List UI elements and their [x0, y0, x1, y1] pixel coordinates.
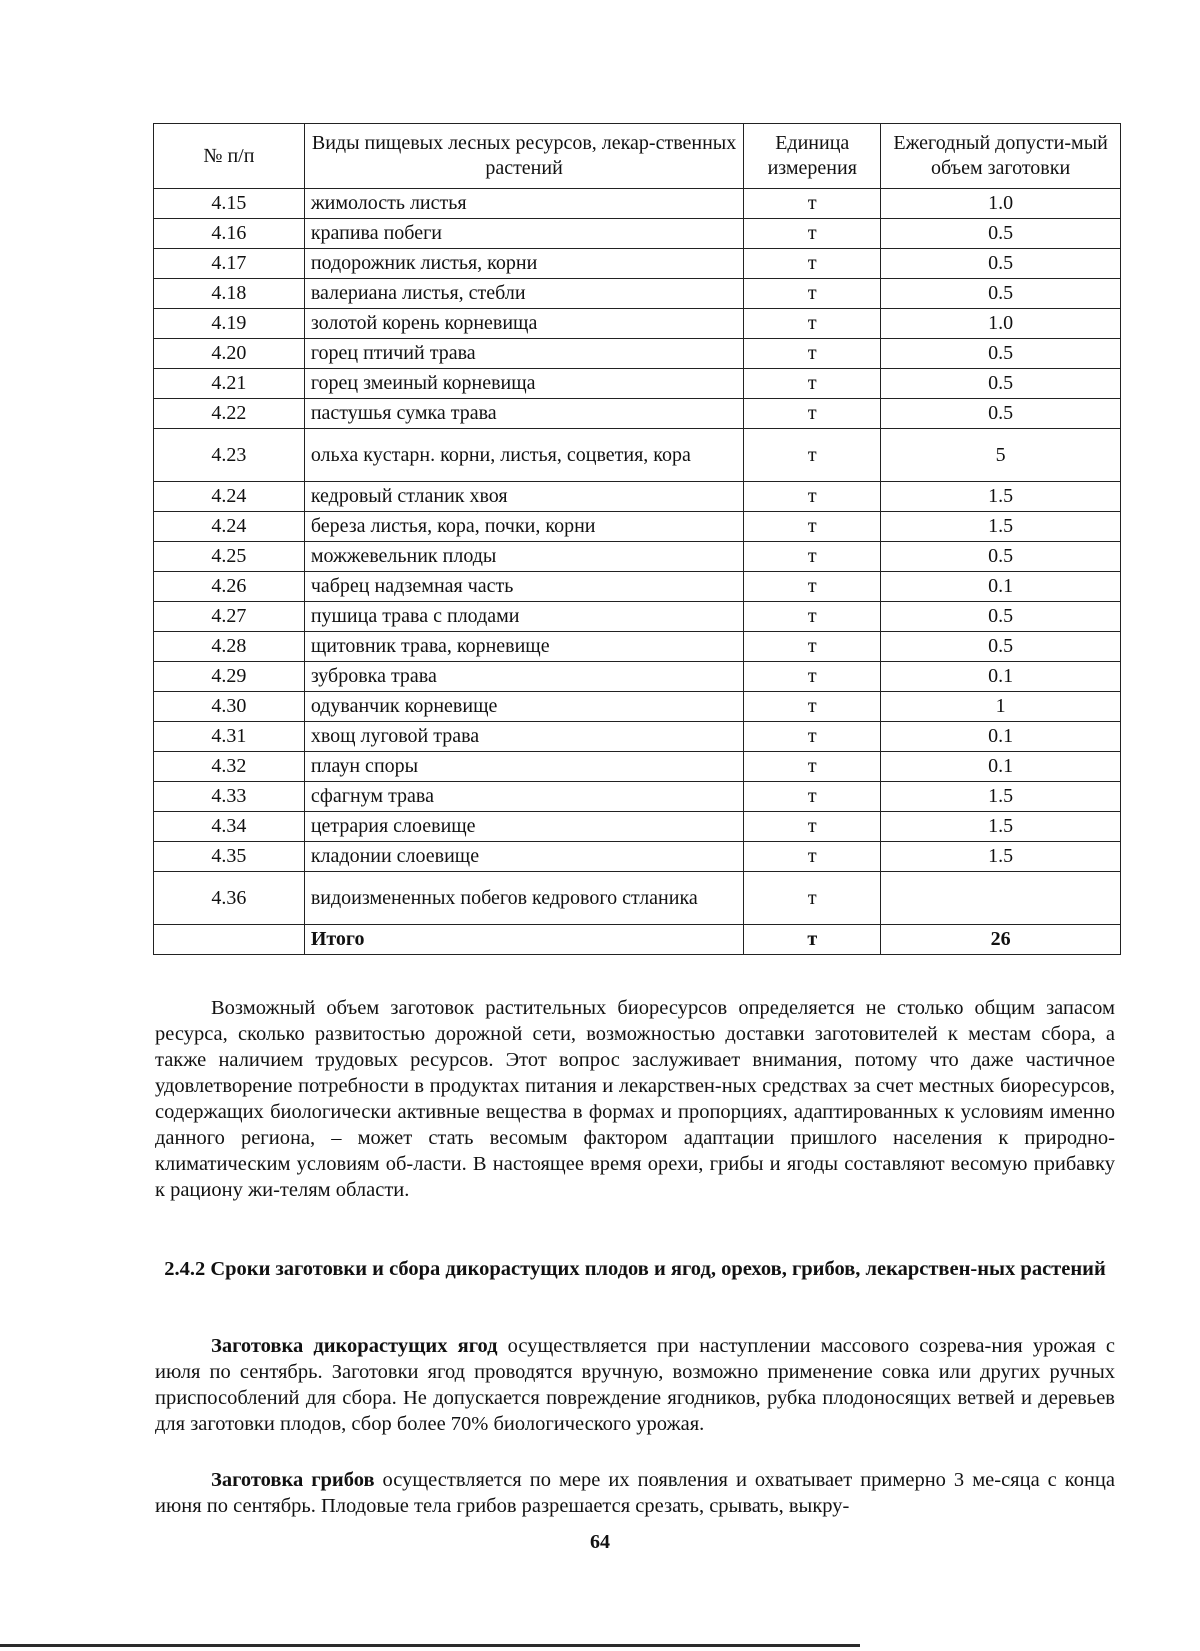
table-row: [154, 219, 1121, 249]
row-unit: т: [744, 842, 881, 872]
page-number: 64: [590, 1531, 610, 1553]
row-num: 4.20: [154, 339, 305, 369]
row-num: 4.36: [154, 872, 305, 925]
row-num: 4.32: [154, 752, 305, 782]
row-num: 4.30: [154, 692, 305, 722]
row-volume: 1.5: [881, 512, 1121, 542]
paragraph-harvest-volume: Возможный объем заготовок растительных биоресурсов определяется не столько общим запасом ресурса, сколько развитостью дорожной сети, возможностью доставки заготовителей к местам сбора, а также наличием трудовых ресурсов. Этот вопрос заслуживает внимания, потому что даже частичное удовлетворение потребности в продуктах питания и лекарствен-ных средствах за счет местных биоресурсов, содержащих биологически активные вещества в формах и пропорциях, адаптированных к условиям именно данного региона, – может стать весомым фактором адаптации пришлого населения к природно-климатическим условиям об-ласти. В настоящее время орехи, грибы и ягоды составляют весомую прибавку к рациону жи-телям области.: [155, 997, 1115, 1201]
row-unit: т: [744, 572, 881, 602]
row-unit: т: [744, 752, 881, 782]
row-volume: 0.5: [881, 279, 1121, 309]
paragraph-mushrooms: [155, 1467, 1115, 1519]
row-volume: 0.1: [881, 722, 1121, 752]
row-volume: 0.5: [881, 632, 1121, 662]
row-unit: т: [744, 309, 881, 339]
table-row: [154, 399, 1121, 429]
table-row: [154, 812, 1121, 842]
row-unit: т: [744, 189, 881, 219]
row-unit: т: [744, 369, 881, 399]
row-volume: 0.5: [881, 369, 1121, 399]
row-unit: т: [744, 782, 881, 812]
row-volume: 0.1: [881, 662, 1121, 692]
row-name: одуванчик корневище: [304, 692, 743, 722]
row-name: пастушья сумка трава: [304, 399, 743, 429]
row-unit: т: [744, 249, 881, 279]
row-num: 4.26: [154, 572, 305, 602]
row-volume: 0.5: [881, 249, 1121, 279]
row-volume: 1.5: [881, 482, 1121, 512]
table-row: [154, 482, 1121, 512]
row-unit: т: [744, 662, 881, 692]
row-num: 4.28: [154, 632, 305, 662]
paragraph-berries-lead: Заготовка дикорастущих ягод: [211, 1335, 498, 1357]
row-num: 4.21: [154, 369, 305, 399]
table-row: [154, 662, 1121, 692]
row-volume: [881, 872, 1121, 925]
table-row: [154, 542, 1121, 572]
row-num: 4.31: [154, 722, 305, 752]
row-unit: т: [744, 429, 881, 482]
row-name: горец змеиный корневища: [304, 369, 743, 399]
total-num-cell: [154, 925, 305, 955]
header-unit: Единица измерения: [744, 124, 881, 189]
row-num: 4.22: [154, 399, 305, 429]
row-num: 4.27: [154, 602, 305, 632]
row-name: валериана листья, стебли: [304, 279, 743, 309]
row-num: 4.34: [154, 812, 305, 842]
row-num: 4.19: [154, 309, 305, 339]
row-name: пушица трава с плодами: [304, 602, 743, 632]
table-row: [154, 279, 1121, 309]
table-row: [154, 429, 1121, 482]
header-name: Виды пищевых лесных ресурсов, лекар-ственных растений: [304, 124, 743, 189]
row-name: можжевельник плоды: [304, 542, 743, 572]
row-name: хвощ луговой трава: [304, 722, 743, 752]
row-name: подорожник листья, корни: [304, 249, 743, 279]
total-unit: т: [744, 925, 881, 955]
table-row: [154, 602, 1121, 632]
row-unit: т: [744, 632, 881, 662]
row-name: зубровка трава: [304, 662, 743, 692]
row-name: жимолость листья: [304, 189, 743, 219]
row-num: 4.24: [154, 482, 305, 512]
row-name: кладонии слоевище: [304, 842, 743, 872]
table-total-row: [154, 925, 1121, 955]
row-name: ольха кустарн. корни, листья, соцветия, кора: [304, 429, 743, 482]
paragraph-mushrooms-body: осуществляется по мере их появления и охватывает примерно 3 ме-сяца с конца июня по сентябрь. Плодовые тела грибов разрешается срезать, срывать, выкру-: [155, 1469, 1115, 1517]
table-row: [154, 632, 1121, 662]
row-volume: 1.0: [881, 309, 1121, 339]
row-num: 4.15: [154, 189, 305, 219]
resources-table: [153, 123, 1121, 955]
row-volume: 0.5: [881, 542, 1121, 572]
row-volume: 1: [881, 692, 1121, 722]
header-num: № п/п: [154, 124, 305, 189]
row-volume: 0.5: [881, 219, 1121, 249]
row-volume: 1.5: [881, 812, 1121, 842]
table-row: [154, 872, 1121, 925]
header-volume: Ежегодный допусти-мый объем заготовки: [881, 124, 1121, 189]
row-unit: т: [744, 542, 881, 572]
table-row: [154, 512, 1121, 542]
row-num: 4.33: [154, 782, 305, 812]
row-num: 4.24: [154, 512, 305, 542]
row-num: 4.23: [154, 429, 305, 482]
row-volume: 5: [881, 429, 1121, 482]
row-name: золотой корень корневища: [304, 309, 743, 339]
row-unit: т: [744, 872, 881, 925]
row-name: щитовник трава, корневище: [304, 632, 743, 662]
table-row: [154, 752, 1121, 782]
paragraph-berries-body: осуществляется при наступлении массового созрева-ния урожая с июля по сентябрь. Заготовки ягод проводятся вручную, возможно применение совка или других ручных приспособлений для сбора. Не допускается повреждение ягодников, рубка плодоносящих ветвей и деревьев для заготовки плодов, сбор более 70% биологического урожая.: [155, 1335, 1115, 1435]
row-num: 4.18: [154, 279, 305, 309]
row-unit: т: [744, 722, 881, 752]
total-label: Итого: [304, 925, 743, 955]
table-header-row: [154, 124, 1121, 189]
row-volume: 0.5: [881, 339, 1121, 369]
total-volume: 26: [881, 925, 1121, 955]
row-unit: т: [744, 812, 881, 842]
row-unit: т: [744, 399, 881, 429]
row-name: сфагнум трава: [304, 782, 743, 812]
row-name: видоизмененных побегов кедрового стланика: [304, 872, 743, 925]
row-num: 4.17: [154, 249, 305, 279]
row-unit: т: [744, 339, 881, 369]
row-name: плаун споры: [304, 752, 743, 782]
row-name: чабрец надземная часть: [304, 572, 743, 602]
table-row: [154, 692, 1121, 722]
row-volume: 0.1: [881, 572, 1121, 602]
table-row: [154, 782, 1121, 812]
table-row: [154, 722, 1121, 752]
row-volume: 0.5: [881, 399, 1121, 429]
row-volume: 1.5: [881, 842, 1121, 872]
row-unit: т: [744, 692, 881, 722]
paragraph-mushrooms-lead: Заготовка грибов: [211, 1469, 375, 1491]
row-volume: 1.5: [881, 782, 1121, 812]
row-unit: т: [744, 512, 881, 542]
row-name: кедровый стланик хвоя: [304, 482, 743, 512]
row-volume: 1.0: [881, 189, 1121, 219]
row-unit: т: [744, 602, 881, 632]
row-num: 4.35: [154, 842, 305, 872]
row-unit: т: [744, 279, 881, 309]
row-num: 4.25: [154, 542, 305, 572]
table-row: [154, 309, 1121, 339]
row-name: береза листья, кора, почки, корни: [304, 512, 743, 542]
table-row: [154, 572, 1121, 602]
table-row: [154, 369, 1121, 399]
table-row: [154, 189, 1121, 219]
section-heading: 2.4.2 Сроки заготовки и сбора дикорастущих плодов и ягод, орехов, грибов, лекарствен-ных растений: [164, 1258, 1106, 1280]
table-row: [154, 339, 1121, 369]
row-volume: 0.5: [881, 602, 1121, 632]
row-num: 4.16: [154, 219, 305, 249]
row-unit: т: [744, 219, 881, 249]
bottom-scan-edge: [0, 1644, 860, 1647]
table-row: [154, 842, 1121, 872]
row-name: горец птичий трава: [304, 339, 743, 369]
row-name: цетрария слоевище: [304, 812, 743, 842]
row-num: 4.29: [154, 662, 305, 692]
row-volume: 0.1: [881, 752, 1121, 782]
table-row: [154, 249, 1121, 279]
row-name: крапива побеги: [304, 219, 743, 249]
row-unit: т: [744, 482, 881, 512]
paragraph-berries: [155, 1333, 1115, 1437]
